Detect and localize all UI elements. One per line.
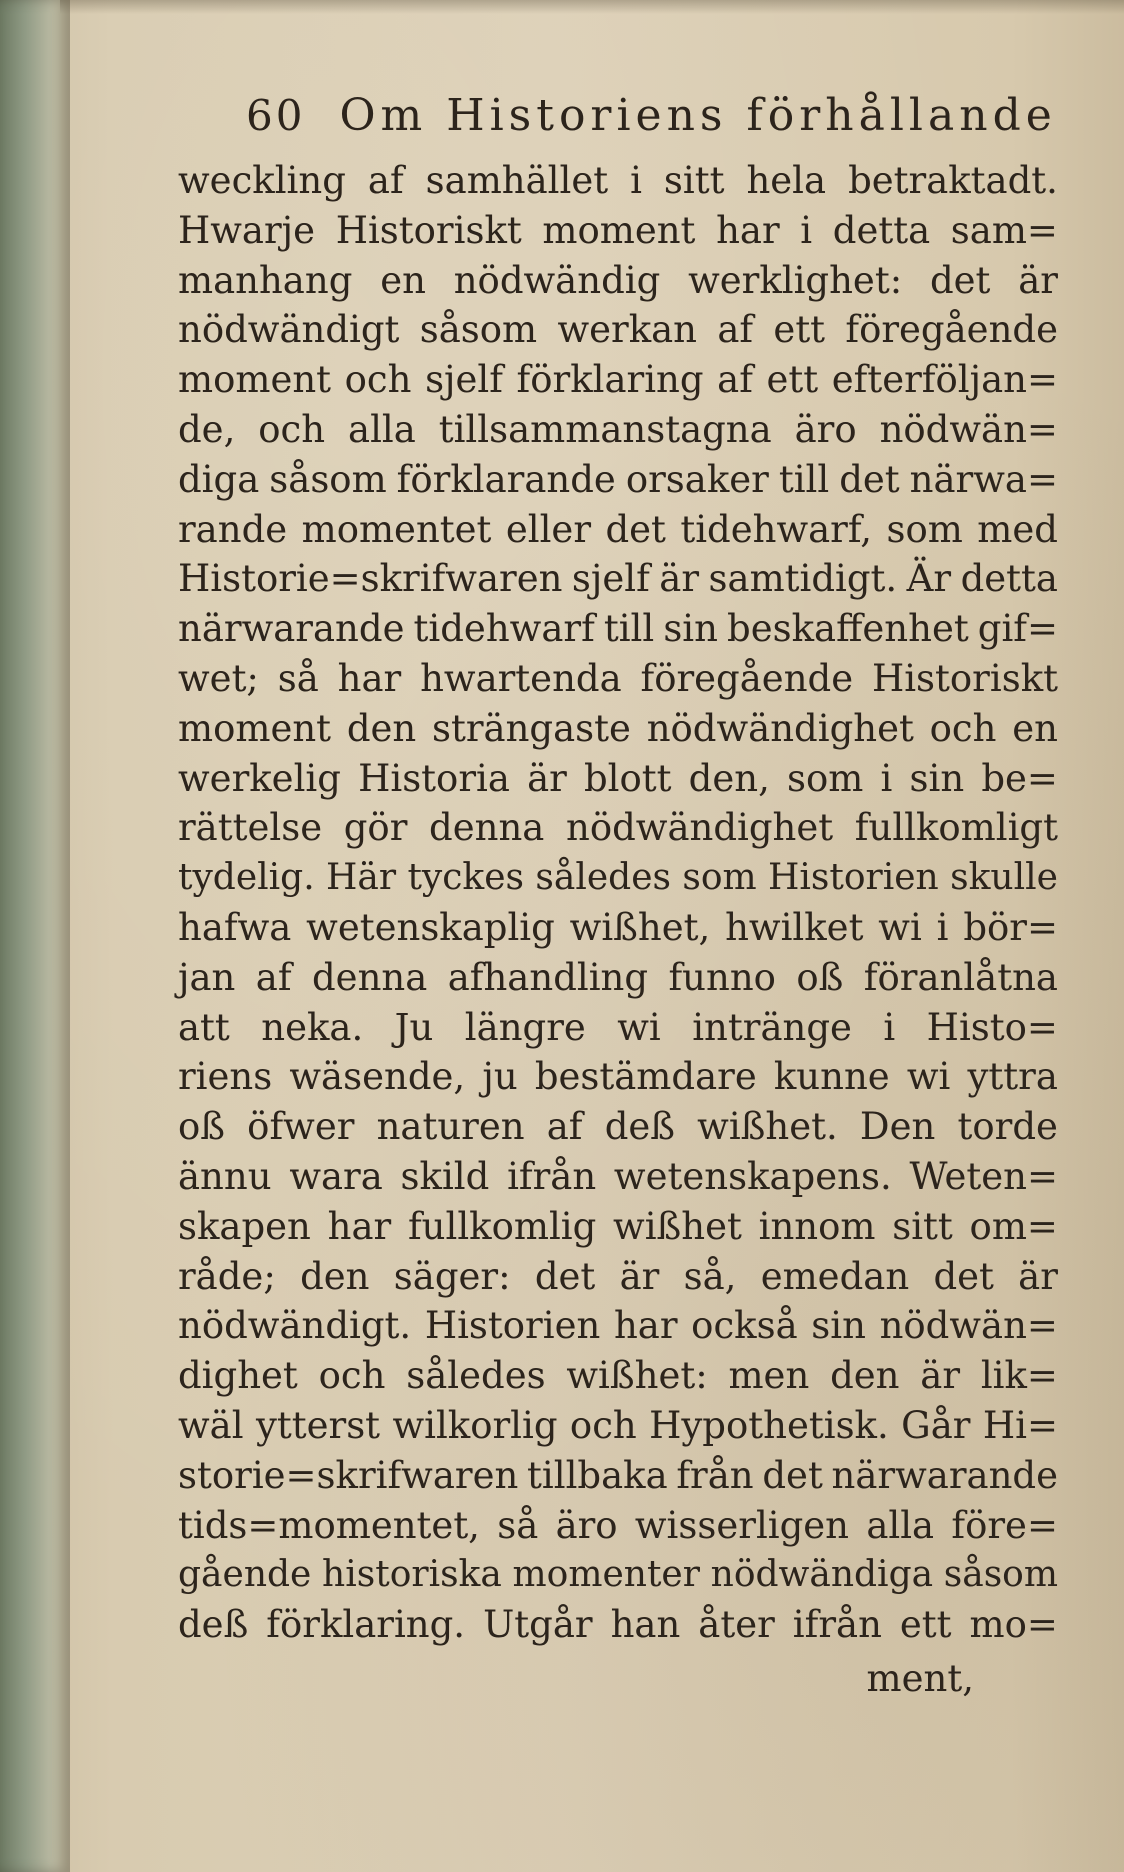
word: förklaring bbox=[516, 358, 704, 402]
word: momentet bbox=[301, 507, 492, 551]
word: gör bbox=[343, 806, 408, 850]
word: ett bbox=[766, 358, 819, 402]
word: bestämdare bbox=[534, 1055, 757, 1099]
word: om= bbox=[969, 1204, 1058, 1248]
word: denna bbox=[429, 806, 545, 850]
word: det bbox=[933, 1254, 994, 1298]
word: Historien bbox=[424, 1304, 601, 1348]
word: i bbox=[800, 208, 813, 252]
word: lik= bbox=[980, 1354, 1058, 1398]
word: wi bbox=[617, 1005, 661, 1049]
word: han bbox=[610, 1603, 681, 1647]
word: deß bbox=[178, 1603, 249, 1647]
word: skild bbox=[400, 1154, 490, 1198]
word: wi bbox=[878, 905, 922, 949]
text-block bbox=[178, 90, 1058, 1704]
word: närwa= bbox=[909, 457, 1058, 501]
word: rättelse bbox=[178, 806, 323, 850]
word: Historiskt bbox=[871, 656, 1058, 700]
word: nödwändighet bbox=[566, 806, 834, 850]
word: historiska bbox=[322, 1554, 502, 1596]
text-line bbox=[178, 1600, 1058, 1650]
word: till bbox=[603, 607, 655, 651]
word: den bbox=[346, 706, 417, 750]
word: närwarande bbox=[831, 1453, 1058, 1497]
word: i bbox=[630, 159, 642, 202]
word: och bbox=[258, 407, 326, 451]
word: wäsende, bbox=[289, 1055, 466, 1099]
word: föranlåtna bbox=[863, 955, 1058, 999]
word: Historien bbox=[768, 857, 939, 899]
word: momenter bbox=[512, 1554, 700, 1596]
word: fullkomlig bbox=[407, 1204, 597, 1248]
word: har bbox=[327, 1204, 392, 1248]
word: såsom bbox=[943, 1554, 1058, 1596]
word: wißhet, bbox=[569, 905, 711, 949]
word: innom bbox=[758, 1204, 876, 1248]
word: sitt bbox=[892, 1204, 953, 1248]
word: wilkorlig bbox=[392, 1403, 558, 1447]
word: äro bbox=[794, 407, 857, 451]
text-line bbox=[178, 1401, 1058, 1451]
word: neka. bbox=[261, 1005, 364, 1049]
word: nödwändigt bbox=[178, 308, 400, 352]
word: är bbox=[1018, 258, 1058, 302]
word: af bbox=[717, 358, 753, 402]
word: således bbox=[535, 857, 671, 899]
word: och bbox=[344, 358, 412, 402]
word: manhang bbox=[178, 258, 353, 302]
word: också bbox=[691, 1304, 798, 1348]
text-line bbox=[178, 1501, 1058, 1551]
word: och bbox=[929, 706, 997, 750]
word: sjelf bbox=[571, 557, 650, 601]
word: bör= bbox=[963, 905, 1058, 949]
word: råde; bbox=[178, 1254, 276, 1298]
word: som bbox=[787, 756, 864, 800]
word: moment bbox=[178, 706, 332, 750]
text-line bbox=[178, 405, 1058, 455]
word: såsom bbox=[269, 457, 387, 501]
word: funno bbox=[668, 955, 776, 999]
page-top-shadow bbox=[60, 0, 1124, 14]
word: före= bbox=[951, 1503, 1058, 1547]
word: af bbox=[255, 955, 292, 999]
word: nödwändigt. bbox=[178, 1304, 412, 1348]
word: sjelf bbox=[425, 358, 503, 402]
word: werklighet: bbox=[688, 258, 903, 302]
word: oß bbox=[178, 1105, 225, 1149]
word: nödwän= bbox=[879, 1304, 1058, 1348]
word: oß bbox=[796, 955, 844, 999]
word: tids=momentet, bbox=[178, 1503, 480, 1547]
word: afhandling bbox=[447, 955, 649, 999]
word: fullkomligt bbox=[854, 806, 1058, 850]
word: sin bbox=[909, 756, 965, 800]
word: moment bbox=[542, 208, 696, 252]
word: alla bbox=[348, 407, 416, 451]
word: öfwer bbox=[247, 1105, 355, 1149]
word: föregående bbox=[845, 308, 1058, 352]
word: skapen bbox=[178, 1204, 311, 1248]
word: Hypothetisk. bbox=[649, 1403, 889, 1447]
word: af bbox=[367, 159, 404, 202]
word: ifrån bbox=[792, 1603, 882, 1647]
word: nödwän= bbox=[879, 407, 1058, 451]
word: Hi= bbox=[982, 1403, 1058, 1447]
word: skulle bbox=[950, 857, 1058, 899]
word: så bbox=[277, 656, 319, 700]
word: tidehwarf bbox=[413, 607, 595, 651]
word: föregående bbox=[640, 656, 854, 700]
word: tillbaka bbox=[527, 1453, 668, 1497]
word: i bbox=[883, 1005, 896, 1049]
text-line bbox=[178, 305, 1058, 355]
text-line bbox=[178, 604, 1058, 654]
word: att bbox=[178, 1005, 230, 1049]
text-line bbox=[178, 1052, 1058, 1102]
word: med bbox=[977, 507, 1058, 551]
word: detta bbox=[960, 557, 1058, 601]
text-line bbox=[178, 803, 1058, 853]
word: intränge bbox=[692, 1005, 852, 1049]
word: yttra bbox=[967, 1055, 1058, 1099]
word: förklaring. bbox=[266, 1603, 466, 1647]
word: moment bbox=[178, 358, 332, 402]
word: således bbox=[406, 1354, 546, 1398]
word: men bbox=[728, 1354, 810, 1398]
word: betraktadt. bbox=[848, 159, 1058, 202]
word: såsom bbox=[419, 308, 538, 352]
word: strängaste bbox=[432, 706, 631, 750]
word: naturen bbox=[376, 1105, 525, 1149]
word: af bbox=[546, 1105, 583, 1149]
word: dighet bbox=[178, 1354, 298, 1398]
word: gif= bbox=[977, 607, 1058, 651]
word: alla bbox=[866, 1503, 935, 1547]
word: storie=skrifwaren bbox=[178, 1453, 519, 1497]
text-line bbox=[178, 206, 1058, 256]
word: ett bbox=[773, 308, 826, 352]
text-line bbox=[178, 1102, 1058, 1152]
word: detta bbox=[832, 208, 931, 252]
word: nödwändig bbox=[453, 258, 661, 302]
word: denna bbox=[311, 955, 428, 999]
word: ytterst bbox=[255, 1403, 381, 1447]
word: är bbox=[527, 756, 567, 800]
word: Går bbox=[901, 1403, 971, 1447]
word: be= bbox=[981, 756, 1058, 800]
word: samhället bbox=[425, 159, 609, 202]
word: blott bbox=[583, 756, 672, 800]
text-line bbox=[178, 355, 1058, 405]
word: torde bbox=[957, 1105, 1058, 1149]
word: Här bbox=[326, 857, 397, 899]
word: jan bbox=[178, 955, 236, 999]
word: har bbox=[613, 1304, 678, 1348]
text-line bbox=[178, 754, 1058, 804]
word: Histo= bbox=[926, 1005, 1058, 1049]
word: wisserligen bbox=[634, 1503, 850, 1547]
word: så bbox=[497, 1503, 539, 1547]
word: tyckes bbox=[407, 857, 525, 899]
text-line bbox=[178, 1301, 1058, 1351]
text-line bbox=[178, 903, 1058, 953]
word: det bbox=[762, 1453, 823, 1497]
word: så, bbox=[683, 1254, 737, 1298]
text-line bbox=[178, 853, 1058, 903]
book-binding-edge bbox=[0, 0, 70, 1872]
word: orsaker bbox=[625, 457, 769, 501]
word: den bbox=[830, 1354, 900, 1398]
word: ifrån bbox=[507, 1154, 597, 1198]
word: ett bbox=[899, 1603, 952, 1647]
word: tillsammanstagna bbox=[438, 407, 772, 451]
word: säger: bbox=[393, 1254, 511, 1298]
word: har bbox=[337, 656, 402, 700]
text-line bbox=[178, 256, 1058, 306]
word: åter bbox=[698, 1603, 775, 1647]
text-line bbox=[178, 1451, 1058, 1501]
word: deß bbox=[604, 1105, 675, 1149]
word: diga bbox=[178, 457, 260, 501]
word: samtidigt. bbox=[708, 557, 898, 601]
word: hwilket bbox=[725, 905, 864, 949]
word: hafwa bbox=[178, 905, 292, 949]
catchword bbox=[178, 1654, 1058, 1704]
word: som bbox=[682, 857, 757, 899]
word: som bbox=[886, 507, 963, 551]
word: det bbox=[929, 258, 991, 302]
word: tydelig. bbox=[178, 857, 315, 899]
word: tidehwarf, bbox=[680, 507, 873, 551]
word: Historiskt bbox=[335, 208, 522, 252]
word: en bbox=[1012, 706, 1058, 750]
word: den bbox=[300, 1254, 370, 1298]
word: har bbox=[716, 208, 780, 252]
catchword-text: ment, bbox=[866, 1656, 974, 1700]
word: emedan bbox=[760, 1254, 910, 1298]
word: sitt bbox=[663, 159, 725, 202]
text-line bbox=[178, 1351, 1058, 1401]
word: närwarande bbox=[178, 607, 405, 651]
word: wißhet bbox=[613, 1204, 742, 1248]
word: Är bbox=[906, 557, 952, 601]
word: wetenskapens. bbox=[613, 1154, 892, 1198]
word: äro bbox=[555, 1503, 618, 1547]
word: är bbox=[920, 1354, 961, 1398]
word: och bbox=[569, 1403, 637, 1447]
word: wara bbox=[289, 1154, 383, 1198]
word: den, bbox=[688, 756, 770, 800]
word: det bbox=[839, 457, 900, 501]
word: Historia bbox=[358, 756, 510, 800]
text-line bbox=[178, 455, 1058, 505]
word: wißhet: bbox=[566, 1354, 708, 1398]
word: af bbox=[717, 308, 754, 352]
text-line bbox=[178, 1550, 1058, 1600]
word: weckling bbox=[178, 159, 346, 202]
word: wet; bbox=[178, 656, 259, 700]
word: Weten= bbox=[909, 1154, 1058, 1198]
page-number: 60 bbox=[246, 91, 306, 140]
word: är bbox=[619, 1254, 660, 1298]
word: är bbox=[659, 557, 700, 601]
word: riens bbox=[178, 1055, 273, 1099]
word: rande bbox=[178, 507, 288, 551]
word: Historie=skrifwaren bbox=[178, 557, 563, 601]
word: de, bbox=[178, 407, 236, 451]
word: är bbox=[1018, 1254, 1058, 1298]
running-head bbox=[246, 90, 1058, 156]
word: från bbox=[676, 1453, 754, 1497]
word: beskaffenhet bbox=[727, 607, 969, 651]
word: nödwändighet bbox=[646, 706, 914, 750]
running-title: Om Historiens förhållande bbox=[339, 90, 1057, 141]
word: werkan bbox=[557, 308, 698, 352]
word: eller bbox=[505, 507, 592, 551]
text-line bbox=[178, 1003, 1058, 1053]
word: längre bbox=[464, 1005, 586, 1049]
text-line bbox=[178, 554, 1058, 604]
word: nödwändiga bbox=[710, 1554, 934, 1596]
word: till bbox=[778, 457, 830, 501]
word: och bbox=[318, 1354, 386, 1398]
text-line bbox=[178, 654, 1058, 704]
word: wetenskaplig bbox=[306, 905, 555, 949]
text-line bbox=[178, 1252, 1058, 1302]
word: det bbox=[534, 1254, 596, 1298]
word: i bbox=[936, 905, 949, 949]
word: Ju bbox=[394, 1005, 434, 1049]
word: gående bbox=[178, 1554, 312, 1596]
word: Utgår bbox=[483, 1603, 593, 1647]
word: Hwarje bbox=[178, 208, 316, 252]
text-line bbox=[178, 704, 1058, 754]
word: ju bbox=[482, 1055, 518, 1099]
word: en bbox=[380, 258, 426, 302]
word: i bbox=[880, 756, 893, 800]
text-line bbox=[178, 1152, 1058, 1202]
text-line bbox=[178, 1202, 1058, 1252]
word: sin bbox=[663, 607, 718, 651]
word: hela bbox=[746, 159, 827, 202]
word: werkelig bbox=[178, 756, 341, 800]
word: wi bbox=[906, 1055, 951, 1099]
text-line bbox=[178, 953, 1058, 1003]
word: ännu bbox=[178, 1154, 272, 1198]
text-line bbox=[178, 156, 1058, 206]
word: Den bbox=[859, 1105, 936, 1149]
word: efterföljan= bbox=[831, 358, 1058, 402]
word: wißhet. bbox=[697, 1105, 838, 1149]
text-line bbox=[178, 505, 1058, 555]
word: sin bbox=[811, 1304, 866, 1348]
word: wäl bbox=[178, 1403, 244, 1447]
word: kunne bbox=[773, 1055, 890, 1099]
word: hwartenda bbox=[420, 656, 622, 700]
word: sam= bbox=[950, 208, 1058, 252]
body-text bbox=[178, 156, 1058, 1650]
word: det bbox=[605, 507, 666, 551]
word: mo= bbox=[969, 1603, 1058, 1647]
word: förklarande bbox=[396, 457, 616, 501]
